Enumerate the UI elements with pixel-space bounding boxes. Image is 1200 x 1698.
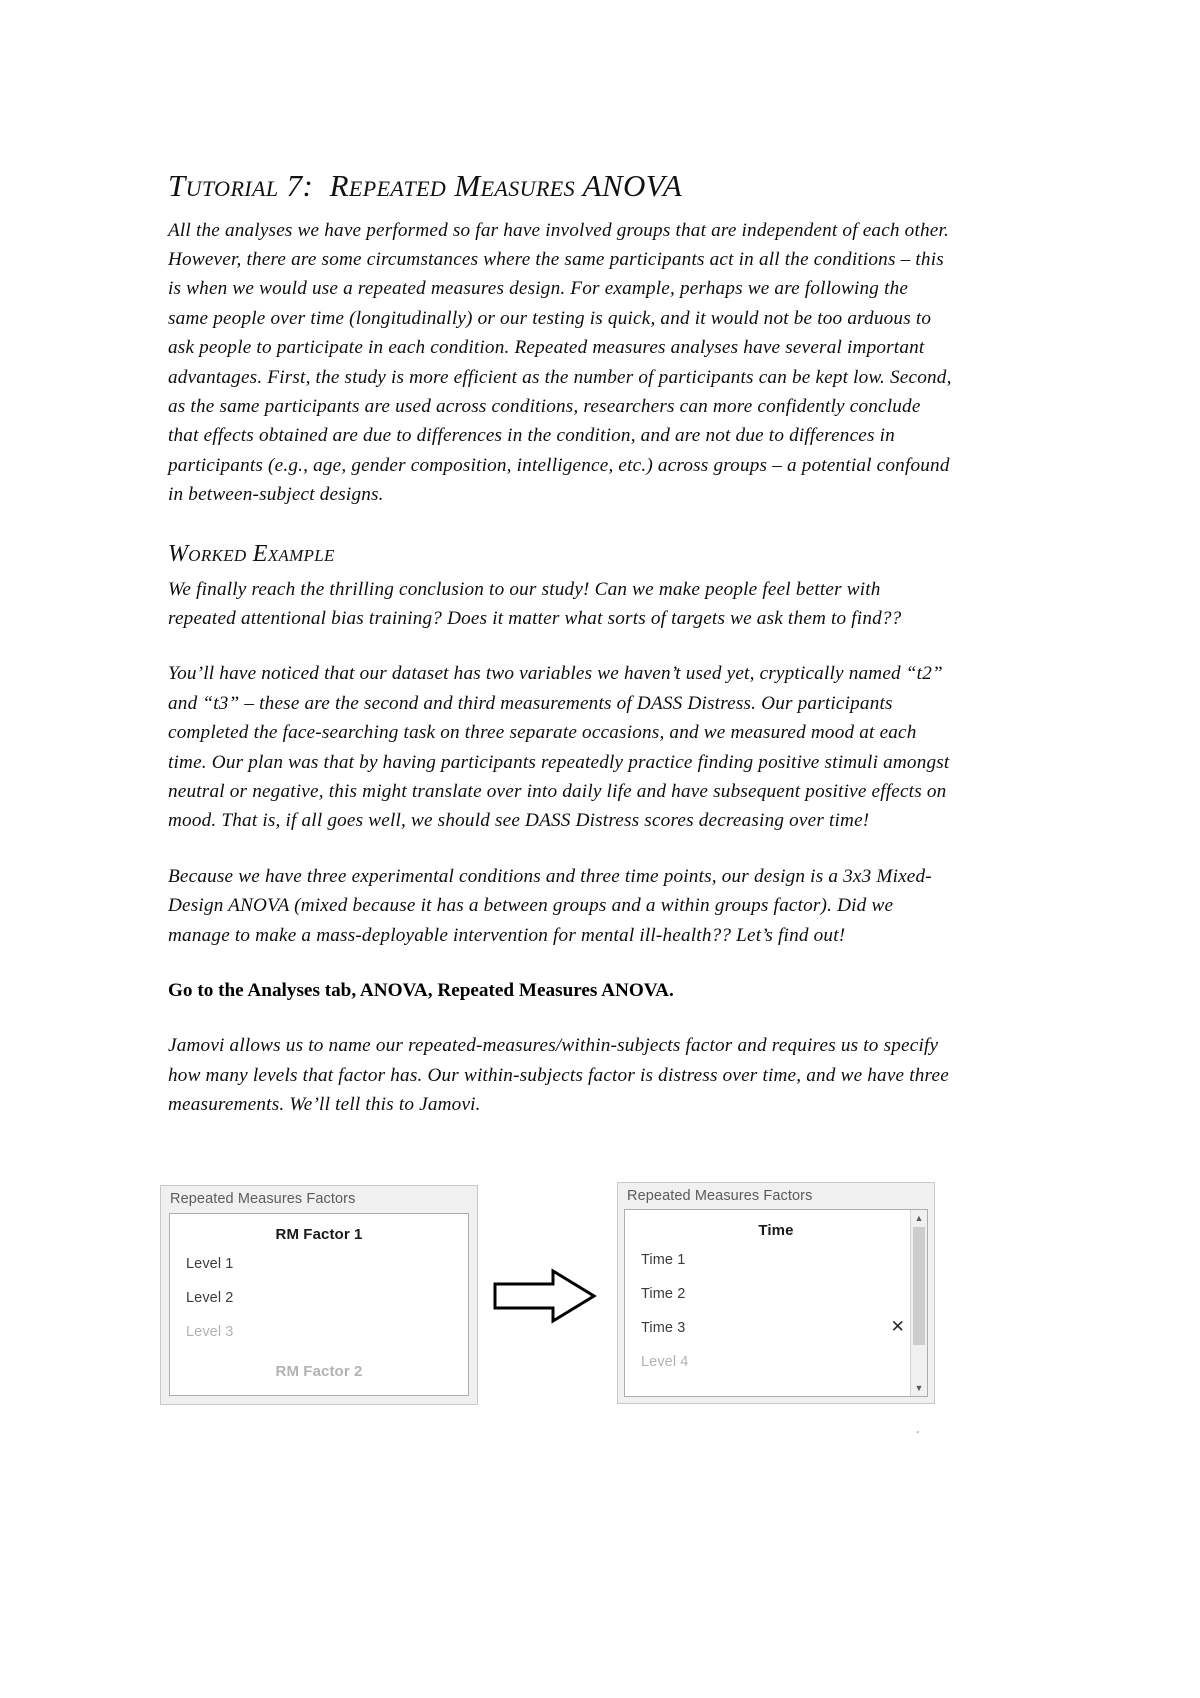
level-label: Level 1 — [186, 1256, 234, 1272]
level-item[interactable] — [625, 1311, 927, 1345]
level-item[interactable] — [625, 1277, 927, 1311]
factor-name-placeholder-rm-factor-2[interactable]: RM Factor 2 — [275, 1363, 363, 1380]
panel-caption-after: Repeated Measures Factors — [627, 1188, 813, 1204]
paragraph-design-description: Because we have three experimental conditions and three time points, our design is a 3x3 Mixed-Design ANOVA (mixed because it has a between groups and a within groups factor). Did we manage to make a mass-deployable intervention for mental ill-health?? Let’s find out! — [168, 865, 932, 946]
rm-factors-panel-after — [617, 1182, 935, 1404]
rm-factors-panel-before — [160, 1185, 478, 1405]
paragraph-dataset-variables: You’ll have noticed that our dataset has two variables we haven’t used yet, cryptically named “t2” and “t3” – these are the second and third measurements of DASS Distress. Our participants completed the face-searching task on three separate occasions, and we measured mood at each time. Our plan was that by having participants repeatedly practice finding positive stimuli amongst neutral or negative, this might translate over into daily life and have subsequent positive effects on mood. That is, if all goes well, we should see DASS Distress scores decreasing over time! — [168, 663, 950, 832]
level-label: Time 1 — [641, 1252, 686, 1268]
instruction-line: Go to the Analyses tab, ANOVA, Repeated Measures ANOVA. — [168, 979, 674, 1001]
level-item[interactable] — [170, 1247, 468, 1281]
rm-factors-listbox-before[interactable] — [169, 1213, 469, 1396]
figure-repeated-measures-factors — [155, 1176, 1055, 1406]
scrollbar-thumb[interactable] — [913, 1227, 925, 1345]
paragraph-jamovi-factor-naming: Jamovi allows us to name our repeated-measures/within-subjects factor and requires us to specify how many levels that factor has. Our within-subjects factor is distress over time, and we have three measurements. We’ll tell this to Jamovi. — [168, 1035, 949, 1116]
level-item[interactable] — [625, 1243, 927, 1277]
scroll-up-icon[interactable]: ▲ — [911, 1210, 927, 1226]
level-label: Time 2 — [641, 1286, 686, 1302]
section-heading-worked-example: Worked Example — [168, 540, 335, 567]
right-arrow-icon — [493, 1268, 597, 1324]
level-item-placeholder[interactable] — [170, 1315, 468, 1349]
listbox-scrollbar[interactable] — [910, 1210, 927, 1396]
document-content — [168, 168, 952, 1120]
level-label: Time 3 — [641, 1320, 686, 1336]
page-title: Tutorial 7: Repeated Measures ANOVA — [168, 168, 683, 203]
rm-factors-listbox-after[interactable] — [624, 1209, 928, 1397]
level-item[interactable] — [170, 1281, 468, 1315]
level-label: Level 2 — [186, 1290, 234, 1306]
level-item-placeholder[interactable] — [625, 1345, 927, 1379]
page-mark: ´ — [916, 1430, 920, 1442]
level-label: Level 4 — [641, 1354, 689, 1370]
panel-caption-before: Repeated Measures Factors — [170, 1191, 356, 1207]
intro-paragraph: All the analyses we have performed so far have involved groups that are independent of each other. However, there are some circumstances where the same participants act in all the conditions – this is when we would use a repeated measures design. For example, perhaps we are following the same people over time (longitudinally) or our testing is quick, and it would not be too arduous to ask people to participate in each condition. Repeated measures analyses have several important advantages. First, the study is more efficient as the number of participants can be kept low. Second, as the same participants are used across conditions, researchers can more confidently conclude that effects obtained are due to differences in the condition, and are not due to differences in participants (e.g., age, gender composition, intelligence, etc.) across groups – a potential confound in between-subject designs. — [168, 219, 952, 506]
level-label: Level 3 — [186, 1324, 234, 1340]
factor-name-rm-factor-1[interactable]: RM Factor 1 — [275, 1226, 363, 1243]
paragraph-worked-example-intro: We finally reach the thrilling conclusion to our study! Can we make people feel better with repeated attentional bias training? Does it matter what sorts of targets we ask them to find?? — [168, 578, 902, 629]
scroll-down-icon[interactable]: ▼ — [911, 1380, 927, 1396]
remove-level-icon[interactable]: ✕ — [890, 1317, 905, 1336]
factor-name-time[interactable]: Time — [758, 1222, 794, 1239]
